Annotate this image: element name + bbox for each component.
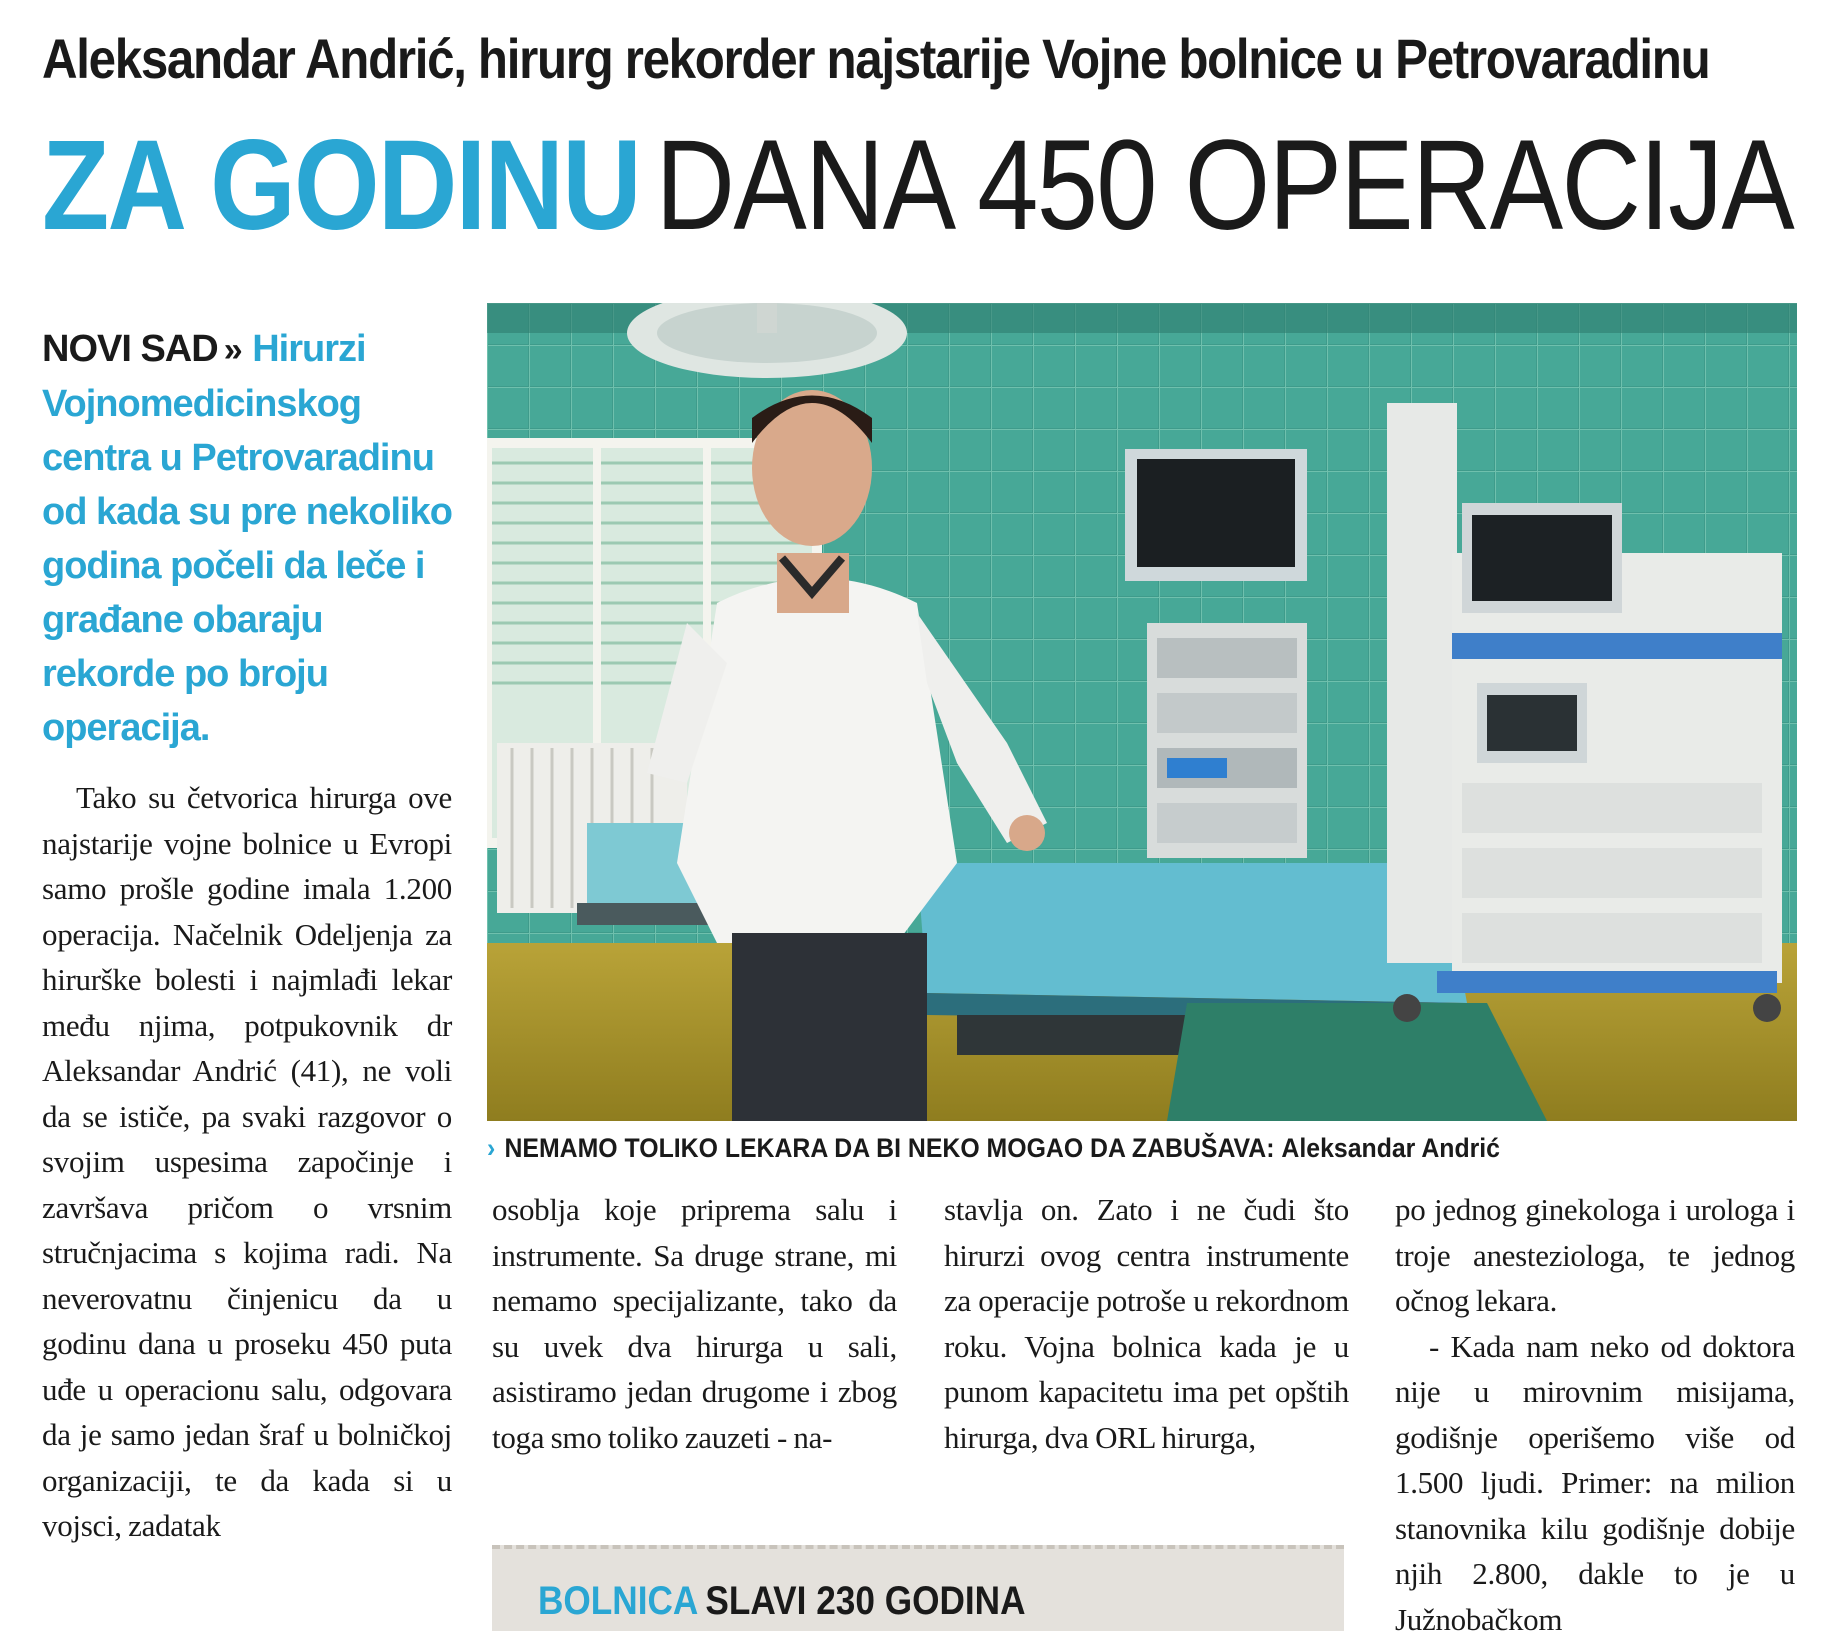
article-column-1: [42, 775, 452, 1549]
paragraph: po jednog ginekologa i urologa i troje anesteziologa, te jednog očnog lekara.: [1395, 1187, 1795, 1324]
headline-accent: ZA GODINU: [42, 114, 640, 257]
double-chevron-right-icon: »: [224, 331, 237, 369]
dateline: NOVI SAD: [42, 328, 218, 370]
headline-main: DANA 450 OPERACIJA: [656, 114, 1794, 257]
article-column-2: [492, 1187, 897, 1460]
caption-name: Aleksandar Andrić: [1281, 1133, 1500, 1163]
paragraph: stavlja on. Zato i ne čudi što hirurzi ovog centra instrumente za operacije potroše u rekordnom roku. Vojna bolnica kada je u punom kapacitetu ima pet opštih hirurga, dva ORL hirurga,: [944, 1187, 1349, 1460]
caption-text: NEMAMO TOLIKO LEKARA DA BI NEKO MOGAO DA ZABUŠAVA:: [504, 1133, 1274, 1163]
paragraph: osoblja koje priprema salu i instrumente. Sa druge strane, mi nemamo specijalizante, tako da su uvek dva hirurga u sali, asistiramo jedan drugome i zbog toga smo toliko zauzeti - na-: [492, 1187, 897, 1460]
chevron-right-icon: ›: [487, 1133, 495, 1163]
sidebar-title-accent: BOLNICA: [538, 1579, 698, 1623]
operating-room-photo: [487, 303, 1797, 1121]
article-photo: [487, 303, 1797, 1121]
article-column-3: [944, 1187, 1349, 1460]
sidebar-title-main: SLAVI 230 GODINA: [705, 1579, 1025, 1623]
article-headline: [42, 116, 1793, 256]
photo-caption: [487, 1128, 1692, 1168]
article-kicker: Aleksandar Andrić, hirurg rekorder najstarije Vojne bolnice u Petrovaradinu: [42, 24, 1591, 94]
sidebar-title: [538, 1579, 1026, 1624]
lead-text: Hirurzi Vojnomedicinskog centra u Petrovaradinu od kada su pre nekoliko godina počeli da leče i građane obaraju rekorde po broju operacija.: [42, 328, 452, 749]
paragraph: Tako su četvorica hirurga ove najstarije vojne bolnice u Evropi samo prošle godine imala 1.200 operacija. Načelnik Odeljenja za hirurške bolesti i najmlađi lekar među njima, potpukovnik dr Aleksandar Andrić (41), ne voli da se ističe, pa svaki razgovor o svojim uspesima započinje i završava pričom o vrsnim stručnjacima s kojima radi. Na neverovatnu činjenicu da u godinu dana u proseku 450 puta uđe u operacionu salu, odgovara da je samo jedan šraf u bolničkoj organizaciji, te da kada si u vojsci, zadatak: [42, 775, 452, 1549]
sidebar-box: [492, 1545, 1344, 1631]
article-lead: [42, 322, 462, 755]
paragraph: - Kada nam neko od doktora nije u mirovnim misijama, godišnje operišemo više od 1.500 ljudi. Primer: na milion stanovnika kilu godišnje dobije njih 2.800, dakle to je u Južnobačkom: [1395, 1324, 1795, 1642]
article-column-4: [1395, 1187, 1795, 1642]
